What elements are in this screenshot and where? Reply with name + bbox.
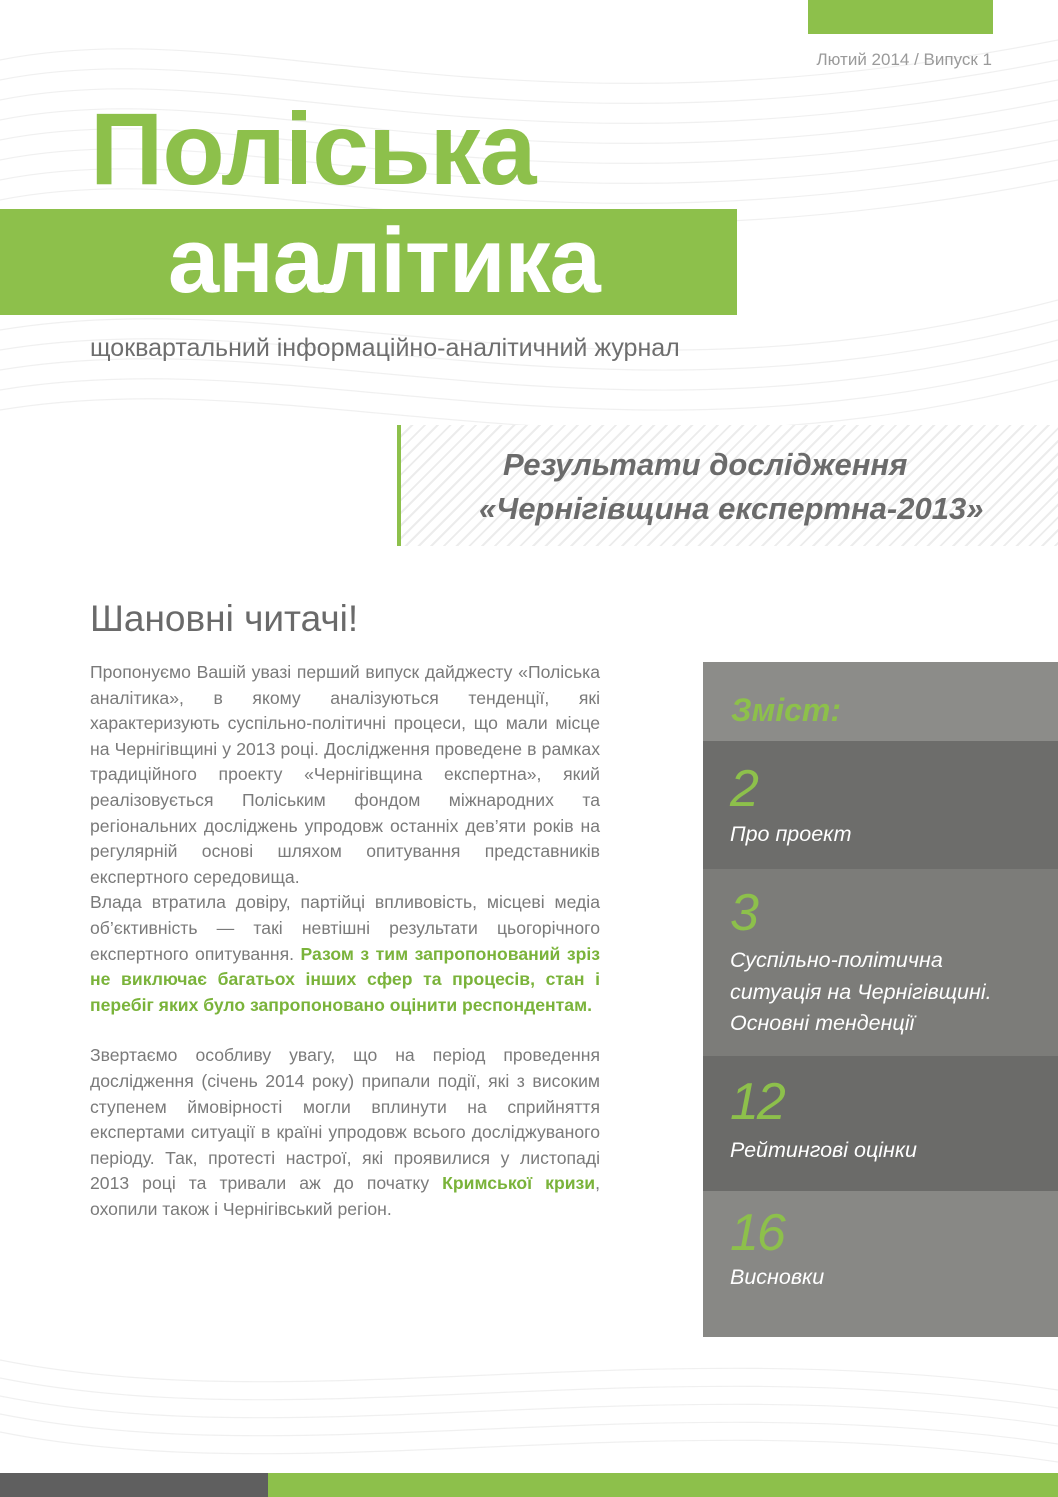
masthead-subtitle: щоквартальний інформаційно-аналітичний журнал bbox=[90, 334, 680, 362]
footer-bar-dark bbox=[0, 1473, 268, 1497]
article-paragraph-2 bbox=[90, 890, 600, 1018]
article-p2-highlight: Разом з тим запропонований зріз не виключає багатьох інших сфер та процесів, стан і перебіг яких було запропоновано оцінити респондентам. bbox=[90, 943, 600, 1015]
greeting-heading: Шановні читачі! bbox=[90, 598, 359, 639]
article-p3-highlight: Кримської кризи bbox=[442, 1173, 596, 1194]
toc-item-situation[interactable] bbox=[703, 869, 1058, 1056]
article-p3-text-end: , охопили також і Чернігівський регіон. bbox=[90, 1173, 600, 1219]
feature-title-line2: «Чернігівщина експертна-2013» bbox=[479, 491, 984, 526]
article-p2-text: Влада втратила довіру, партійці впливовість, місцеві медіа об’єктивність — такі невтішні результати цьогорічного експертного опитування. bbox=[90, 892, 600, 964]
article-p3-text: Звертаємо особливу увагу, що на період проведення дослідження (січень 2014 року) припали події, які з високим ступенем ймовірності могли вплинути на сприйняття експертами ситуації в країні упродовж всього досліджуваного періоду. Так, протесті настрої, які проявилися у листопаді 2013 році та тривали аж до початку bbox=[90, 1045, 600, 1194]
toc-page-number: 12 bbox=[730, 1073, 784, 1131]
toc-page-number: 3 bbox=[730, 884, 757, 942]
feature-banner bbox=[397, 425, 1058, 546]
toc-item-ratings[interactable] bbox=[703, 1056, 1058, 1191]
toc-item-label: Про проект bbox=[730, 822, 852, 846]
toc-item-about[interactable] bbox=[703, 741, 1058, 869]
feature-title-line1: Результати дослідження bbox=[503, 447, 908, 482]
article-paragraph-3 bbox=[90, 1043, 600, 1222]
footer-bar-green bbox=[268, 1473, 1058, 1497]
toc-item-label: Суспільно-політична ситуація на Чернігівщині. Основні тенденції bbox=[730, 948, 992, 1035]
toc-header bbox=[703, 662, 1058, 741]
toc-item-conclusions[interactable] bbox=[703, 1191, 1058, 1337]
toc-page-number: 2 bbox=[730, 760, 757, 818]
toc-item-label: Рейтингові оцінки bbox=[730, 1138, 917, 1162]
paragraph-gap bbox=[90, 1018, 600, 1043]
masthead-title-line2: аналітика bbox=[168, 210, 600, 312]
issue-date: Лютий 2014 / Випуск 1 bbox=[816, 50, 992, 69]
article-body bbox=[90, 660, 600, 1222]
toc-page-number: 16 bbox=[730, 1204, 784, 1262]
top-accent-bar bbox=[808, 0, 993, 34]
toc-item-label: Висновки bbox=[730, 1265, 825, 1289]
table-of-contents bbox=[703, 662, 1058, 1337]
toc-heading: Зміст: bbox=[731, 692, 842, 728]
masthead-title-line1: Поліська bbox=[90, 92, 536, 206]
article-paragraph-1: Пропонуємо Вашій увазі перший випуск дайджесту «Поліська аналітика», в якому аналізуються тенденції, які характеризують суспільно-політичні процеси, що мали місце на Чернігівщині у 2013 році. Дослідження проведене в рамках традиційного проекту «Чернігівщина експертна», який реалізовується Поліським фондом міжнародних та регіональних досліджень упродовж останніх дев’яти років на регулярній основі шляхом опитування представників експертного середовища. bbox=[90, 662, 600, 887]
